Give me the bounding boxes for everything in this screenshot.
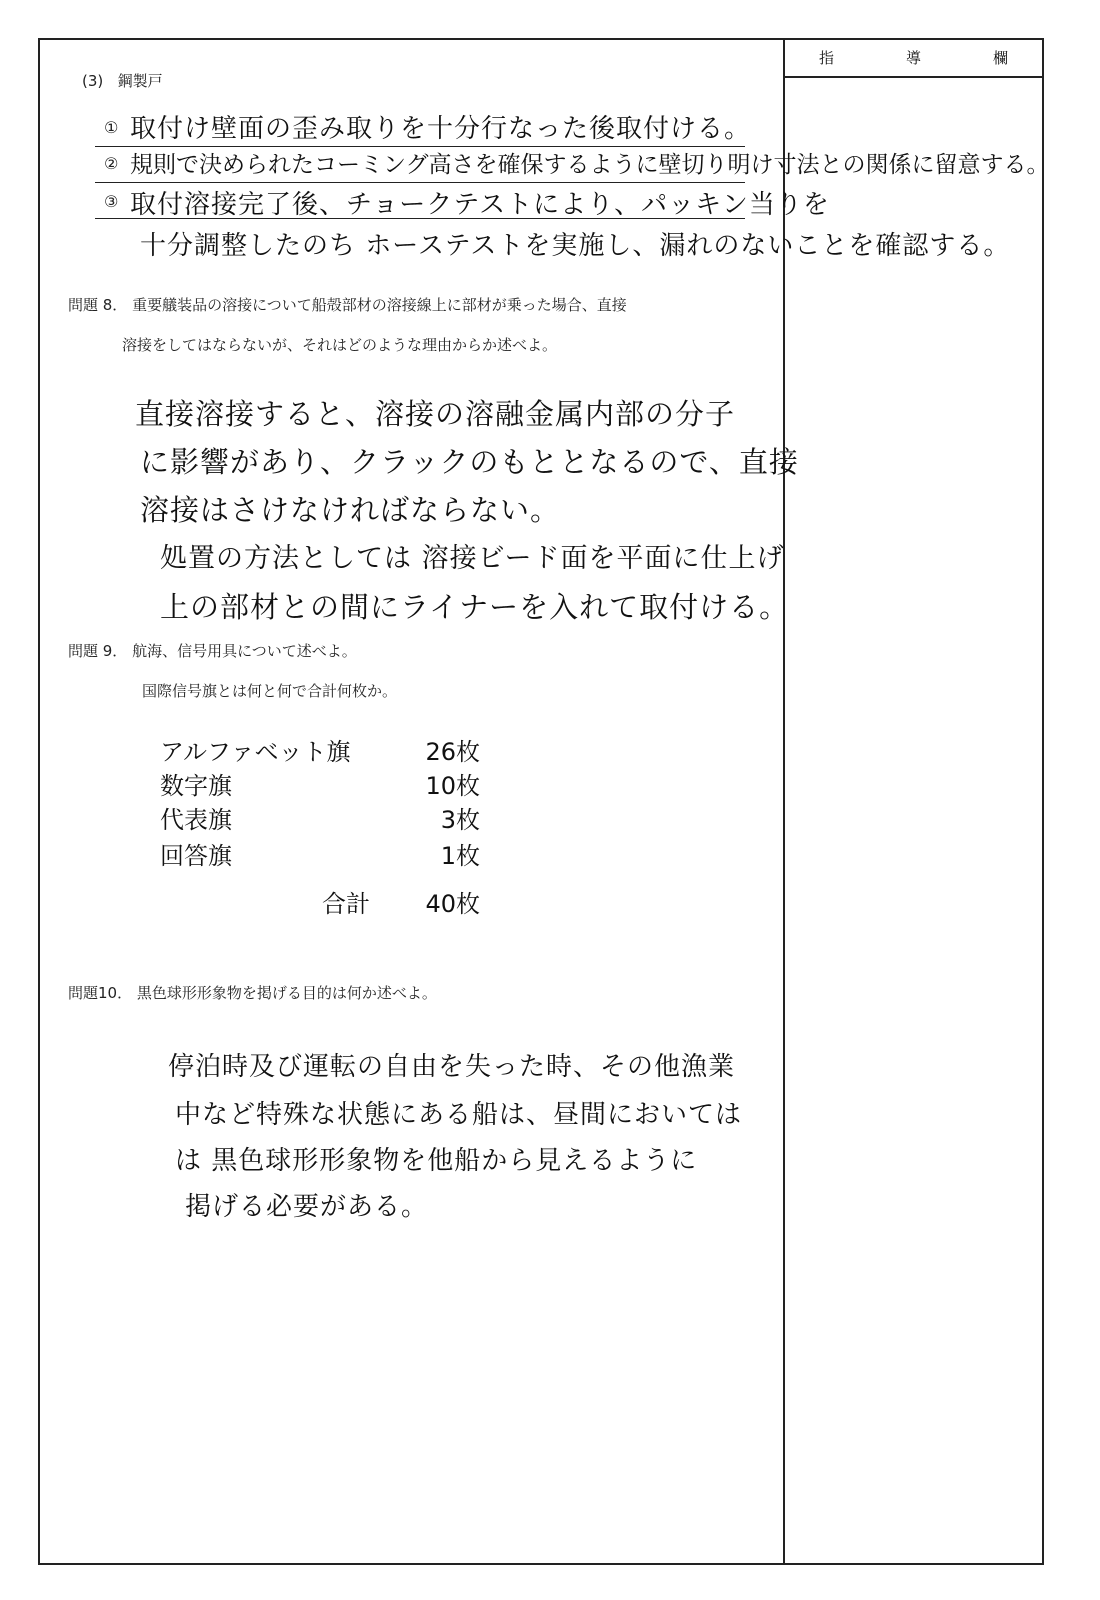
section3-item2-underline: [95, 182, 745, 183]
q9-label: 問題 9．: [68, 642, 128, 660]
section3-label: (3): [82, 72, 104, 90]
q10-answer-line1: 停泊時及び運転の自由を失った時、その他漁業: [168, 1052, 736, 1082]
section3-item3-text: 取付溶接完了後、チョークテストにより、パッキン当りを: [130, 190, 830, 220]
flag-count: 3枚: [440, 806, 480, 834]
guidance-char-2: 導: [905, 48, 921, 67]
flag-row-substitute: [160, 800, 480, 835]
flag-row-total: [160, 884, 480, 919]
flag-name: 代表旗: [160, 806, 232, 834]
section3-item2-text: 規則で決められたコーミング高さを確保するように壁切り明け寸法との関係に留意する。: [130, 152, 1050, 178]
section3-item1-text: 取付け壁面の歪み取りを十分行なった後取付ける。: [130, 114, 752, 144]
section3-item3-num: ③: [104, 192, 119, 211]
q8-label: 問題 8．: [68, 296, 128, 314]
section3-item1-num: ①: [104, 118, 119, 137]
section3-title: 鋼製戸: [117, 72, 163, 90]
section3-item3-underline: [95, 218, 745, 219]
flag-total-count: 40枚: [425, 890, 480, 918]
section3-item2-num: ②: [104, 154, 119, 173]
q10-answer-line3: は 黒色球形形象物を他船から見えるように: [175, 1146, 698, 1176]
q10-answer-line2: 中など特殊な状態にある船は、昼間においては: [175, 1100, 743, 1130]
section3-item3-continuation: 十分調整したのち ホーステストを実施し、漏れのないことを確認する。: [140, 231, 1011, 261]
flag-name: アルファベット旗: [160, 738, 351, 766]
flag-count: 10枚: [425, 772, 480, 800]
q8-answer-line3: 溶接はさけなければならない。: [140, 493, 561, 527]
q10-prompt: [68, 982, 437, 1003]
q8-answer-line4: 処置の方法としては 溶接ビード面を平面に仕上げ: [160, 543, 785, 574]
q9-prompt-line1: [68, 640, 357, 661]
q9-prompt-line2: 国際信号旗とは何と何で合計何枚か。: [142, 682, 398, 700]
flag-name: 回答旗: [160, 842, 232, 870]
flag-row-alphabet: [160, 732, 480, 767]
flag-count: 1枚: [440, 842, 480, 870]
q8-line1-text: 重要艤装品の溶接について船殻部材の溶接線上に部材が乗った場合、直接: [132, 296, 627, 314]
q8-prompt-line1: [68, 294, 627, 315]
guidance-column: [783, 38, 1044, 1565]
guidance-char-1: 指: [818, 48, 834, 67]
flag-row-answer: [160, 836, 480, 871]
guidance-column-header: [783, 38, 1044, 78]
guidance-char-3: 欄: [992, 48, 1008, 67]
q10-line1-text: 黒色球形形象物を掲げる目的は何か述べよ。: [136, 984, 437, 1002]
flag-row-numeral: [160, 766, 480, 801]
flag-name: 数字旗: [160, 772, 232, 800]
q9-line1-text: 航海、信号用具について述べよ。: [132, 642, 357, 660]
flag-total-label: 合計: [322, 890, 370, 918]
q8-answer-line5: 上の部材との間にライナーを入れて取付ける。: [160, 590, 790, 624]
q10-answer-line4: 掲げる必要がある。: [185, 1192, 429, 1222]
q8-answer-line1: 直接溶接すると、溶接の溶融金属内部の分子: [135, 397, 736, 431]
section3-heading: [82, 70, 163, 91]
flag-count: 26枚: [425, 738, 480, 766]
q8-prompt-line2: 溶接をしてはならないが、それはどのような理由からか述べよ。: [122, 336, 558, 354]
q10-label: 問題10．: [68, 984, 133, 1002]
q8-answer-line2: に影響があり、クラックのもととなるので、直接: [140, 445, 799, 479]
